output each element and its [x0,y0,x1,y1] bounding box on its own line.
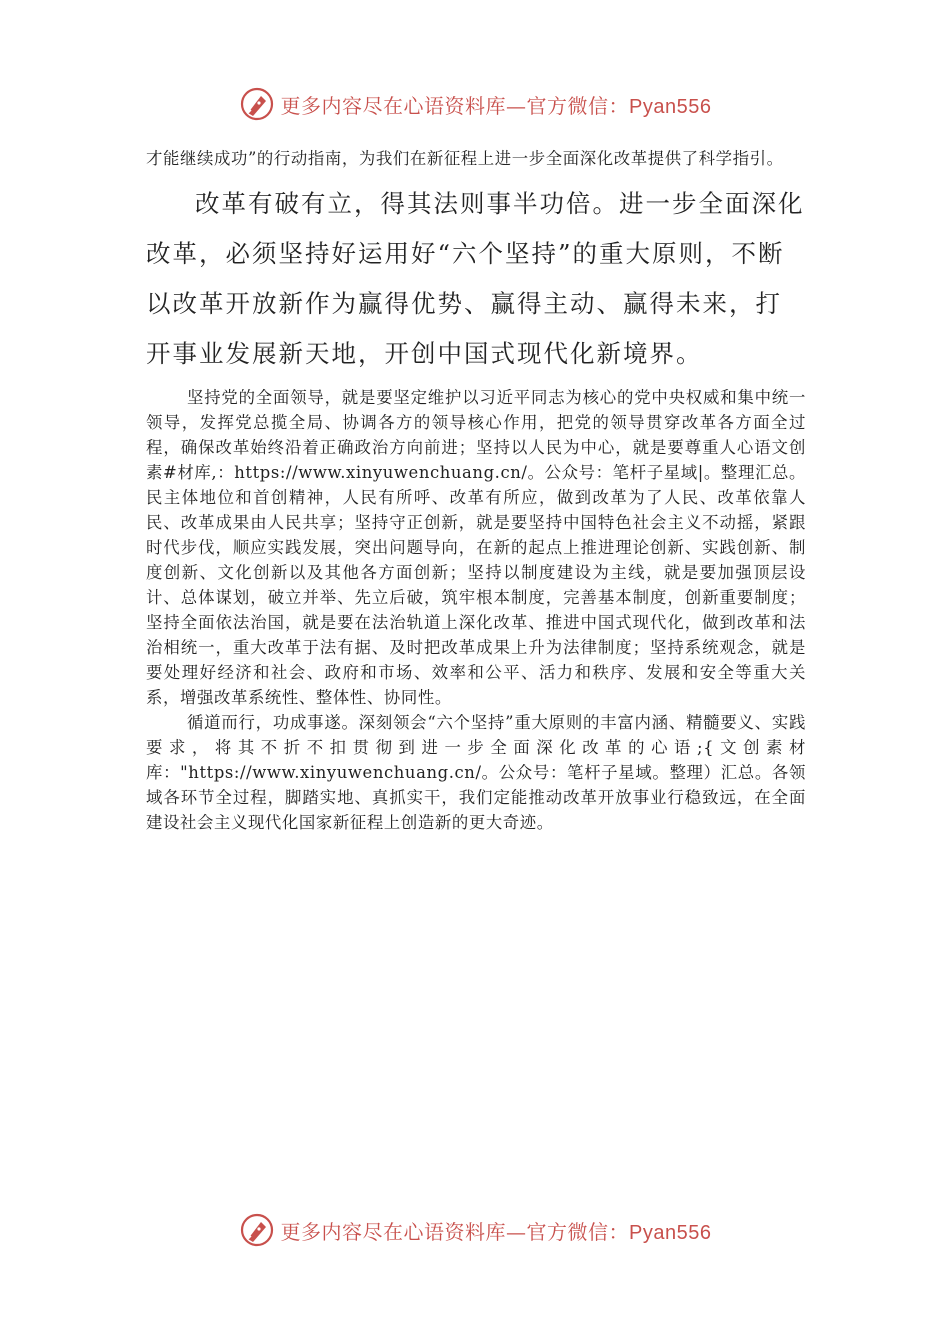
paragraph-conclusion: 循道而行，功成事遂。深刻领会“六个坚持”重大原则的丰富内涵、精髓要义、实践要求，将其不折不扣贯彻到进一步全面深化改革的心语;{文创素材库："https://www.xinyuwenchuang.cn/。公众号：笔杆子星域。整理）汇总。各领域各环节全过程，脚踏实地、真抓实干，我们定能推动改革开放事业行稳致远，在全面建设社会主义现代化国家新征程上创造新的更大奇迹。 [146,713,806,832]
footer-banner [0,1210,950,1250]
header-banner-label: 更多内容尽在心语资料库—官方微信： [280,93,630,118]
pen-nib-logo-icon [239,1212,275,1248]
paragraph-emphasis: 改革有破有立，得其法则事半功倍。进一步全面深化改革，必须坚持好运用好“六个坚持”的重大原则，不断以改革开放新作为赢得优势、赢得主动、赢得未来，打开事业发展新天地，开创中国式现代化新境界。 [146,189,805,368]
pen-nib-logo-icon [239,86,275,122]
header-wechat-id: Pyan556 [629,95,712,118]
header-banner [0,84,950,124]
footer-wechat-id: Pyan556 [629,1221,712,1244]
footer-banner-label: 更多内容尽在心语资料库—官方微信： [280,1219,630,1244]
header-banner-text [281,90,712,119]
footer-banner-text [281,1216,712,1245]
paragraph-principles: 坚持党的全面领导，就是要坚定维护以习近平同志为核心的党中央权威和集中统一领导，发挥党总揽全局、协调各方的领导核心作用，把党的领导贯穿改革各方面全过程，确保改革始终沿着正确政治方向前进；坚持以人民为中心，就是要尊重人心语文创素#材库,：https://www.xinyuwenchuang.cn/。公众号：笔杆子星域|。整理汇总。民主体地位和首创精神，人民有所呼、改革有所应，做到改革为了人民、改革依靠人民、改革成果由人民共享；坚持守正创新，就是要坚持中国特色社会主义不动摇，紧跟时代步伐，顺应实践发展，突出问题导向，在新的起点上推进理论创新、实践创新、制度创新、文化创新以及其他各方面创新；坚持以制度建设为主线，就是要加强顶层设计、总体谋划，破立并举、先立后破，筑牢根本制度，完善基本制度，创新重要制度；坚持全面依法治国，就是要在法治轨道上深化改革、推进中国式现代化，做到改革和法治相统一，重大改革于法有据、及时把改革成果上升为法律制度；坚持系统观念，就是要处理好经济和社会、政府和市场、效率和公平、活力和秩序、发展和安全等重大关系，增强改革系统性、整体性、协同性。 [146,388,806,707]
paragraph-continued: 才能继续成功”的行动指南，为我们在新征程上进一步全面深化改革提供了科学指引。 [146,149,784,168]
document-body [146,146,806,835]
